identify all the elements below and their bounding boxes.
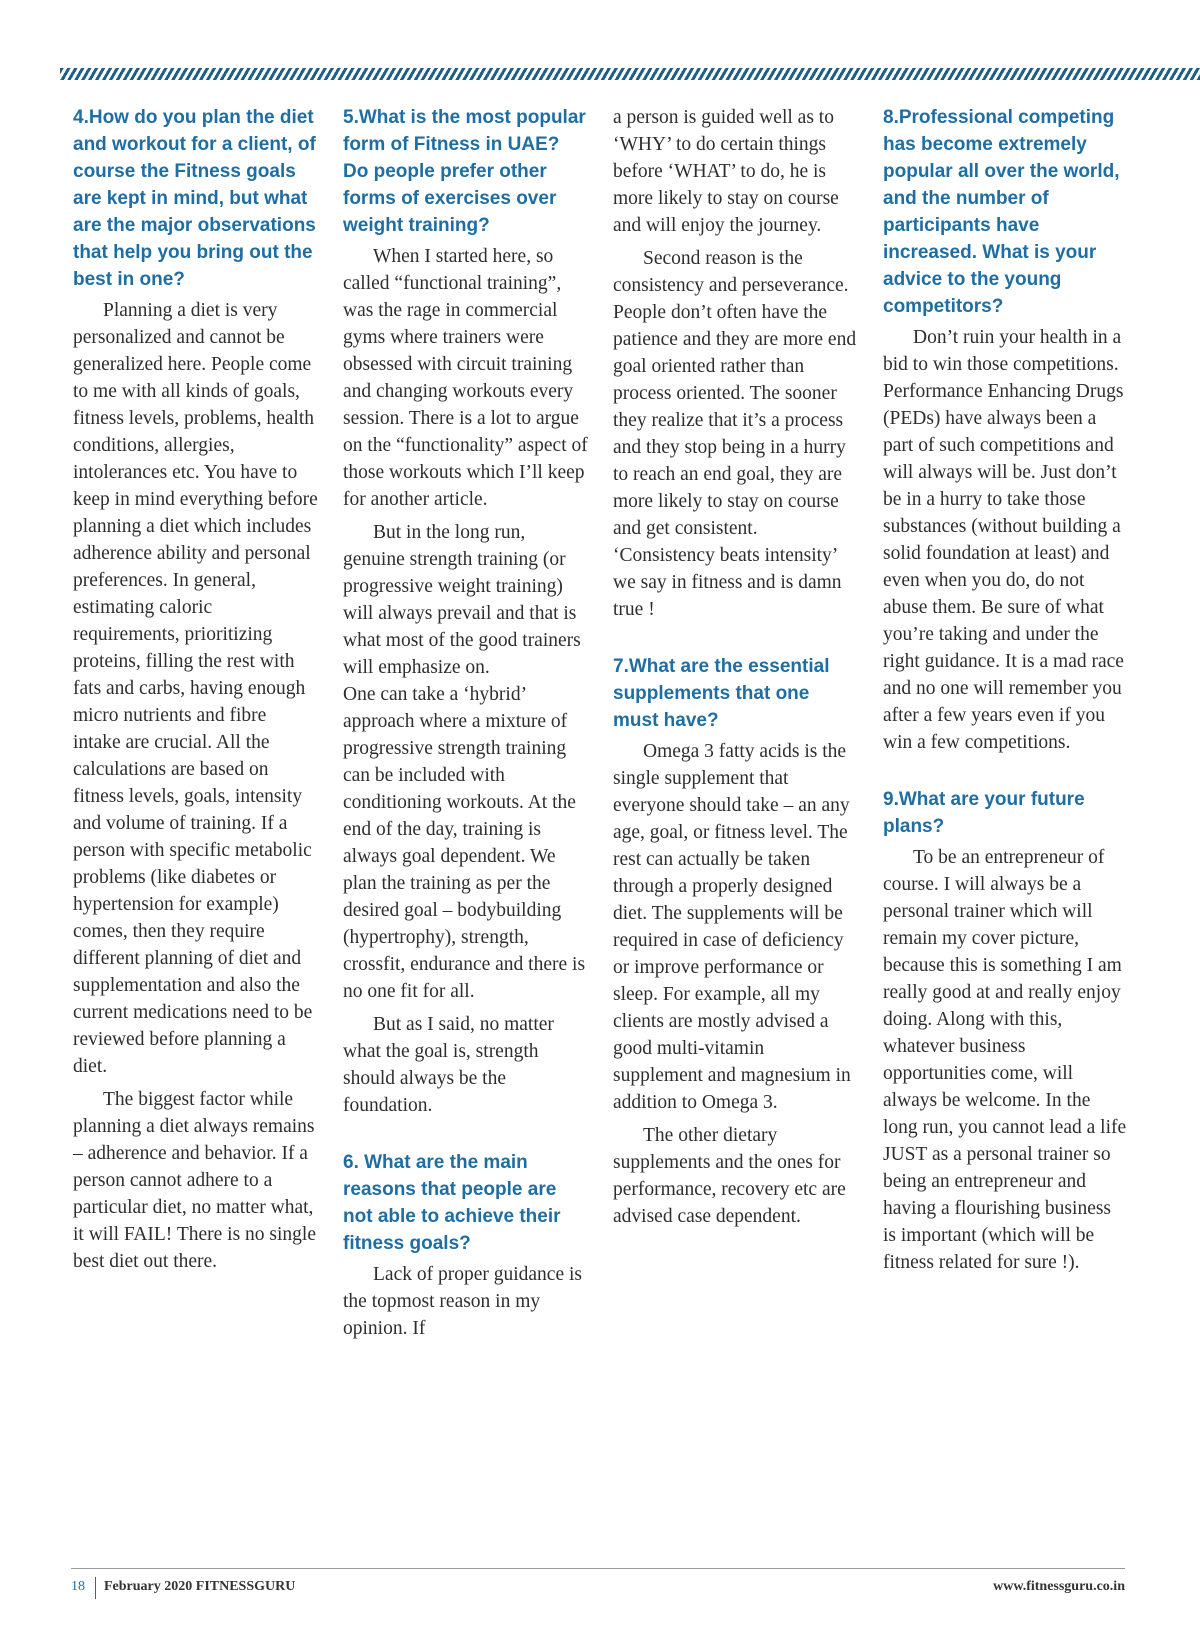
answer-paragraph: Omega 3 fatty acids is the single supplement that everyone should take – an any age, goal, or fitness level. The rest can actually be taken through a properly designed diet. The supplements will be required in case of deficiency or improve performance or sleep. For example, all my clients are mostly advised a good multi-vitamin supplement and magnesium in addition to Omega 3. xyxy=(613,741,851,1113)
footer-separator xyxy=(95,1577,96,1599)
question-heading-9: 9.What are your future plans? xyxy=(883,789,1085,837)
issue-label: February 2020 FITNESSGURU xyxy=(104,1579,296,1594)
answer-paragraph: But as I said, no matter what the goal is, strength should always be the foundation. xyxy=(343,1014,554,1116)
article-column-3 xyxy=(613,104,858,1230)
question-heading-5: 5.What is the most popular form of Fitness in UAE? Do people prefer other forms of exercises over weight training? xyxy=(343,107,586,236)
article-column-4 xyxy=(883,104,1128,1276)
article-column-2 xyxy=(343,104,588,1342)
answer-paragraph: The biggest factor while planning a diet always remains – adherence and behavior. If a person cannot adhere to a particular diet, no matter what, it will FAIL! There is no single best diet out there. xyxy=(73,1089,316,1272)
question-heading-7: 7.What are the essential supplements that one must have? xyxy=(613,656,830,731)
question-heading-4: 4.How do you plan the diet and workout for a client, of course the Fitness goals are kept in mind, but what are the major observations that help you bring out the best in one? xyxy=(73,107,316,290)
answer-paragraph: To be an entrepreneur of course. I will always be a personal trainer which will remain my cover picture, because this is something I am really good at and really enjoy doing. Along with this, whatever business opportunities come, will always be welcome. In the long run, you cannot lead a life JUST as a personal trainer so being an entrepreneur and having a flourishing business is important (which will be fitness related for sure !). xyxy=(883,847,1127,1273)
footer-divider xyxy=(71,1568,1125,1569)
decorative-stripe-band xyxy=(60,68,1200,80)
answer-paragraph: But in the long run, genuine strength training (or progressive weight training) will always prevail and that is what most of the good trainers will emphasize on. xyxy=(343,522,581,678)
answer-paragraph: One can take a ‘hybrid’ approach where a mixture of progressive strength training can be included with conditioning workouts. At the end of the day, training is always goal dependent. We plan the training as per the desired goal – bodybuilding (hypertrophy), strength, crossfit, endurance and there is no one fit for all. xyxy=(343,684,586,1002)
answer-paragraph: When I started here, so called “functional training”, was the rage in commercial gyms where trainers were obsessed with circuit training and changing workouts every session. There is a lot to argue on the “functionality” aspect of those workouts which I’ll keep for another article. xyxy=(343,246,588,510)
question-heading-6: 6. What are the main reasons that people are not able to achieve their fitness goals? xyxy=(343,1152,561,1254)
answer-paragraph: Planning a diet is very personalized and cannot be generalized here. People come to me with all kinds of goals, fitness levels, problems, health conditions, allergies, intolerances etc. You have to keep in mind everything before planning a diet which includes adherence ability and personal preferences. In general, estimating caloric requirements, prioritizing proteins, filling the rest with fats and carbs, having enough micro nutrients and fibre intake are crucial. All the calculations are based on fitness levels, goals, intensity and volume of training. If a person with specific metabolic problems (like diabetes or hypertension for example) comes, then they require different planning of diet and supplementation and also the current medications need to be reviewed before planning a diet. xyxy=(73,300,318,1077)
question-heading-8: 8.Professional competing has become extremely popular all over the world, and the number of participants have increased. What is your advice to the young competitors? xyxy=(883,107,1120,317)
answer-paragraph: Lack of proper guidance is the topmost reason in my opinion. If xyxy=(343,1264,582,1339)
page-footer xyxy=(71,1577,1125,1601)
page-number: 18 xyxy=(71,1579,85,1594)
website-url: www.fitnessguru.co.in xyxy=(993,1579,1125,1594)
answer-paragraph: Second reason is the consistency and perseverance. People don’t often have the patience and they are more end goal oriented rather than process oriented. The sooner they realize that it’s a process and they stop being in a hurry to reach an end goal, they are more likely to stay on course and get consistent. ‘Consistency beats intensity’ we say in fitness and is damn true ! xyxy=(613,248,857,620)
article-column-1 xyxy=(73,104,318,1275)
answer-paragraph: The other dietary supplements and the ones for performance, recovery etc are advised case dependent. xyxy=(613,1125,846,1227)
answer-paragraph: Don’t ruin your health in a bid to win those competitions. Performance Enhancing Drugs (PEDs) have always been a part of such competitions and will always will be. Just don’t be in a hurry to take those substances (without building a solid foundation at least) and even when you do, do not abuse them. Be sure of what you’re taking and under the right guidance. It is a mad race and no one will remember you after a few years even if you win a few competitions. xyxy=(883,327,1124,753)
answer-paragraph: a person is guided well as to ‘WHY’ to do certain things before ‘WHAT’ to do, he is more likely to stay on course and will enjoy the journey. xyxy=(613,107,839,236)
